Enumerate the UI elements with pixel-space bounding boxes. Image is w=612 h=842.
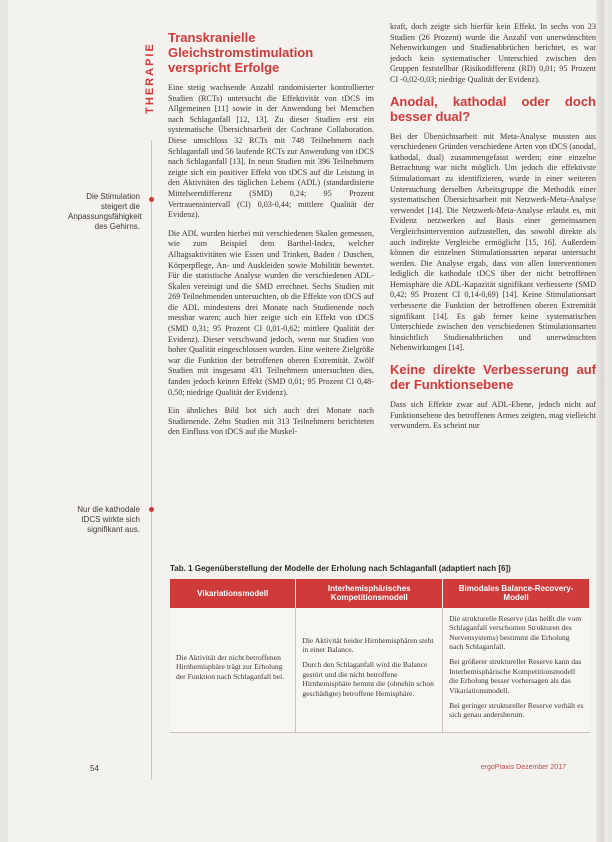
table-cell xyxy=(170,608,296,733)
table-header-row xyxy=(170,579,590,608)
sidenote-stimulation: Die Stimulation steigert die Anpassungsfähigkeit des Gehirns. xyxy=(68,192,142,231)
paragraph: Bei der Übersichtsarbeit mit Meta-Analyse mussten aus verschiedenen Gründen verschiedene Arten von tDCS (anodal, kathodal, dual) zusammengefasst werden; eine einzelne Betrachtung war nicht möglich. Um jedoch die effektivste Stimulationsart zu identifizieren, wurde in einer weiteren Untersuchung derselben Arbeitsgruppe die Methodik einer systematischen Übersichtsarbeit mit Netzwerk-Meta-Analyse verwendet [14]. Die Netzwerk-Meta-Analyse erlaubt es, mit Evidenz netzwerken auf Basis einer gemeinsamen Vergleichsintervention aufzustellen, das sowohl direkte als auch indirekte Vergleiche ermöglicht [15, 16]. Außerdem können die einzelnen Stimulationsarten separat untersucht werden. Die Analyse ergab, dass von allen Interventionen lediglich die kathodale tDCS über der nicht betroffenen Hemisphäre die ADL-Kapazität signifikant verbesserte (SMD 0,42; 95 Prozent CI 0,14-0,69) [14]. Keine Stimulationsart verbesserte die Funktion der betroffenen oberen Extremität signifikant [14]. Es gab ferner keine systematischen Unterschiede zwischen den verschiedenen Stimulationsarten hinsichtlich Studienabbrüchen und unerwünschten Nebenwirkungen [14]. xyxy=(390,131,596,353)
paragraph: Ein ähnliches Bild bot sich auch drei Monate nach Studienende. Zehn Studien mit 313 Teilnehmern berichteten den Einfluss von tDCS auf die Muskel- xyxy=(168,406,374,437)
paragraph: Dass sich Effekte zwar auf ADL-Ebene, jedoch nicht auf Funktionsebene des betroffenen Armes zeigten, mag vielleicht verwundern. Es scheint nur xyxy=(390,400,596,431)
section-tab xyxy=(144,26,156,130)
paragraph: Die ADL wurden hierbei mit verschiedenen Skalen gemessen, wie zum Beispiel dem Barthel-Index, welcher Alltagsaktivitäten wie Essen und Trinken, Baden / Duschen, Körperpflege, An- und Auskleiden sowie Mobilität bewertet. Für die statistische Analyse wurden die verschiedenen ADL-Skalen vereinigt und die SMD errechnet. Sechs Studien mit 269 Teilnehmenden untersuchten, ob die Effekte von tDCS auf die ADL mindestens drei Monate nach Studienende noch messbar waren; auch hier zeigte sich ein Effekt von tDCS (SMD 0,31; 95 Prozent CI 0,01-0,62; mittlere Qualität der Evidenz). Dieser verschwand jedoch, wenn nur Studien von hoher Qualität eingeschlossen wurden. Eine weitere Zielgröße war die Funktion der betroffenen oberen Extremität. Zwölf Studien mit insgesamt 431 Teilnehmern untersuchten dies, fanden jedoch keinen Effekt (SMD 0,01; 95 Prozent CI 0,48-0,50; niedrige Qualität der Evidenz). xyxy=(168,228,374,397)
footer-journal: ergoPraxis Dezember 2017 xyxy=(480,764,566,771)
margin-divider-line xyxy=(151,140,152,780)
paragraph: Eine stetig wachsende Anzahl randomisierter kontrollierter Studien (RCTs) untersucht die Effektivität von tDCS im Allgemeinen [11] sowie in der Anwendung bei Menschen nach Schlaganfall [12, 13]. Zu dieser Studien erst ein systematische Übersichtsarbeit der Cochrane Collaboration. Diese umschloss 32 RCTs mit 748 Teilnehmern nach Schlaganfall und 56 laufende RCTs zur Anwendung von tDCS nach Schlaganfall [13]. In neun Studien mit 396 Teilnehmern zeigte sich ein positiver Effekt von tDCS auf die Leistung in den Aktivitäten des täglichen Lebens (ADL) (standardisierte Mittelwertdifferenz (SMD) 0,24; 95 Prozent Vertrauensintervall (CI) 0,03-0,44; mittlere Qualität der Evidenz). xyxy=(168,83,374,220)
sidenote-marker-dot xyxy=(149,197,154,202)
subheading: Anodal, kathodal oder doch besser dual? xyxy=(390,93,596,124)
section-tab-label: THERAPIE xyxy=(144,42,156,114)
comparison-table-block xyxy=(170,564,590,733)
table-cell xyxy=(443,608,590,733)
paragraph: kraft, doch zeigte sich hierfür kein Effekt. In sechs von 23 Studien (26 Prozent) wurde die Anzahl von unerwünschten Nebenwirkungen und Studienabbrüchen berichtet, es war jedoch kein systematischer Unterschied zwischen den Gruppen feststellbar (Risikodifferenz (RD) 0,01; 95 Prozent CI -0,02-0,03; niedrige Qualität der Evidenz). xyxy=(390,22,596,84)
table-caption: Tab. 1 Gegenüberstellung der Modelle der Erholung nach Schlaganfall (adaptiert nach [6]) xyxy=(170,564,511,573)
page xyxy=(8,0,604,842)
cell-text: Durch den Schlaganfall wird die Balance gestört und die nicht betroffene Hirnhemisphäre hemmt die (ohnehin schon geschädigte) betroffene Hemisphäre. xyxy=(302,660,434,698)
cell-text: Die Aktivität beider Hirnhemisphären steht in einer Balance. xyxy=(302,635,434,655)
text-column-left xyxy=(168,24,374,446)
sidenote-marker-dot xyxy=(149,507,154,512)
table-cell xyxy=(296,608,443,733)
cell-text: Bei geringer struktureller Reserve verhält es sich genau andersherum. xyxy=(449,701,584,720)
cell-text: Die strukturelle Reserve (das heißt die vom Schlaganfall verschonten Strukturen des Nervensystems) bestimmt die Erholung nach Schlaganfall. xyxy=(449,613,582,652)
table-header-cell: Interhemisphärisches Kompetitionsmodell xyxy=(296,579,443,608)
subheading: Keine direkte Verbesserung auf der Funktionsebene xyxy=(390,362,596,393)
comparison-table xyxy=(170,579,590,733)
sidenote-kathodal: Nur die kathodale tDCS wirkte sich signifikant aus. xyxy=(77,505,140,534)
table-header-cell: Vikariationsmodell xyxy=(170,579,296,608)
cell-text: Die Aktivität der nicht betroffenen Hirnhemisphäre trägt zur Erholung der Funktion nach Schlaganfall bei. xyxy=(176,652,285,681)
scan-edge-shadow xyxy=(596,0,604,842)
table-row xyxy=(170,608,590,733)
table-header-cell: Bimodales Balance-Recovery-Modell xyxy=(443,579,590,608)
article-heading: Transkranielle Gleichstromstimulation verspricht Erfolge xyxy=(168,30,314,75)
page-number: 54 xyxy=(90,764,99,773)
cell-text: Bei größerer struktureller Reserve kann das Interhemisphärische Kompetitionsmodell die Erholung besser vorhersagen als das Vikariationsmodell. xyxy=(449,657,582,695)
text-column-right xyxy=(390,22,596,440)
